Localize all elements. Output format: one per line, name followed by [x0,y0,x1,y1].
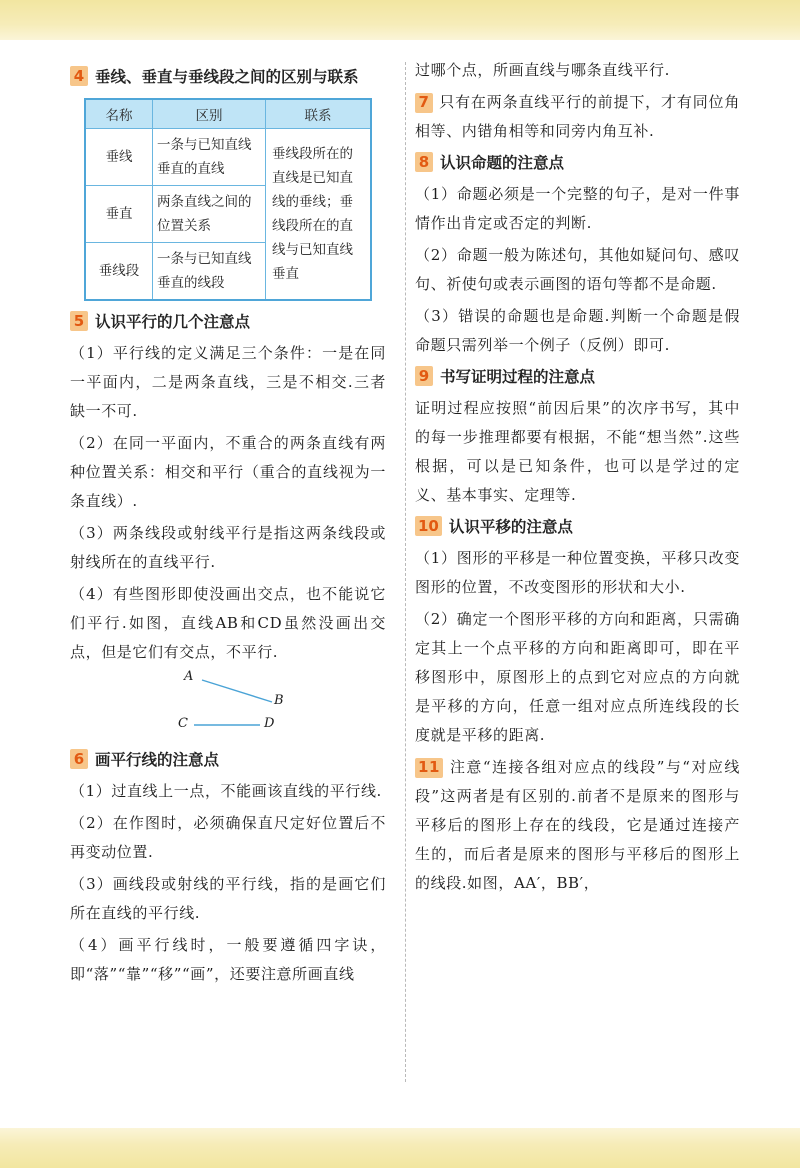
paragraph: （2）确定一个图形平移的方向和距离，只需确定其上一个点平移的方向和距离即可，即在平移图形中，原图形上的点到它对应点的方向就是平移的方向，任意一组对应点所连线段的长度就是平移的距离. [415,610,740,744]
section-10-heading [415,514,740,538]
paragraph: （1）平行线的定义满足三个条件：一是在同一平面内，二是两条直线，三是不相交.三者缺一不可. [70,344,386,420]
table-header-row [85,99,371,129]
section-number-badge: 4 [70,66,88,86]
section-11-paragraph [415,753,740,898]
paragraph: 证明过程应按照“前因后果”的次序书写，其中的每一步推理都要有根据，不能“想当然”.这些根据，可以是已知条件，也可以是学过的定义、基本事实、定理等. [415,399,740,504]
point-label-d: D [264,716,275,731]
section-number-badge: 8 [415,152,433,172]
point-label-a: A [184,669,194,684]
column-divider [405,62,406,1082]
section-number-badge: 5 [70,311,88,331]
table-header: 区别 [153,99,266,129]
paragraph: （3）两条线段或射线平行是指这两条线段或射线所在的直线平行. [70,524,386,571]
paragraph: （2）命题一般为陈述句，其他如疑问句、感叹句、祈使句或表示画图的语句等都不是命题. [415,246,740,293]
paragraph: （4）画平行线时，一般要遵循四字诀，即“落”“靠”“移”“画”，还要注意所画直线 [70,936,386,983]
table-row [85,129,371,186]
paragraph: （1）过直线上一点，不能画该直线的平行线. [70,782,382,800]
section-9-heading [415,364,740,388]
section-number-badge: 7 [415,93,433,113]
table-header: 联系 [266,99,372,129]
table-cell-difference: 一条与已知直线垂直的直线 [153,129,266,186]
section-title: 垂线、垂直与垂线段之间的区别与联系 [95,68,359,86]
section-11-text: 注意“连接各组对应点的线段”与“对应线段”这两者是有区别的.前者不是原来的图形与平移后的图形上存在的线段，它是通过连接产生的，而后者是原来的图形与平移后的图形上的线段.如图，AA′，BB′， [415,758,740,892]
section-6-heading [70,747,386,771]
paragraph: （4）有些图形即使没画出交点，也不能说它们平行.如图，直线AB和CD虽然没画出交点，但是它们有交点，不平行. [70,585,386,661]
table-cell-name: 垂直 [85,186,153,243]
top-decorative-band [0,0,800,40]
paragraph: （1）图形的平移是一种位置变换，平移只改变图形的位置，不改变图形的形状和大小. [415,549,740,596]
section-5-heading [70,309,386,333]
table-cell-name: 垂线 [85,129,153,186]
section-number-badge: 6 [70,749,88,769]
section-title: 认识命题的注意点 [440,154,565,172]
figure-svg [70,671,386,741]
table-cell-connection: 垂线段所在的直线是已知直线的垂线；垂线段所在的直线与已知直线垂直 [266,129,372,301]
paragraph: （3）错误的命题也是命题.判断一个命题是假命题只需列举一个例子（反例）即可. [415,307,740,354]
paragraph: （2）在同一平面内，不重合的两条直线有两种位置关系：相交和平行（重合的直线视为一条直线）. [70,434,386,510]
continued-paragraph: 过哪个点，所画直线与哪条直线平行. [415,61,670,79]
section-title: 画平行线的注意点 [95,751,220,769]
section-8-heading [415,150,740,174]
right-column [415,60,740,901]
section-number-badge: 11 [415,758,443,778]
section-title: 认识平移的注意点 [448,518,573,536]
table-cell-name: 垂线段 [85,243,153,301]
table-cell-difference: 一条与已知直线垂直的线段 [153,243,266,301]
non-parallel-lines-figure [70,671,386,741]
point-label-c: C [178,716,188,731]
section-number-badge: 10 [415,516,442,536]
line-ab [202,680,272,702]
paragraph: （2）在作图时，必须确保直尺定好位置后不再变动位置. [70,814,386,861]
section-number-badge: 9 [415,366,433,386]
section-title: 书写证明过程的注意点 [440,368,596,386]
bottom-decorative-band [0,1128,800,1168]
section-7-text: 只有在两条直线平行的前提下，才有同位角相等、内错角相等和同旁内角互补. [415,93,740,140]
paragraph: （3）画线段或射线的平行线，指的是画它们所在直线的平行线. [70,875,386,922]
section-4-heading [70,64,386,88]
left-column [70,60,386,992]
table-header: 名称 [85,99,153,129]
paragraph: （1）命题必须是一个完整的句子，是对一件事情作出肯定或否定的判断. [415,185,740,232]
section-7-paragraph [415,88,740,146]
point-label-b: B [274,693,284,708]
comparison-table [84,98,372,301]
table-cell-difference: 两条直线之间的位置关系 [153,186,266,243]
section-title: 认识平行的几个注意点 [95,313,251,331]
